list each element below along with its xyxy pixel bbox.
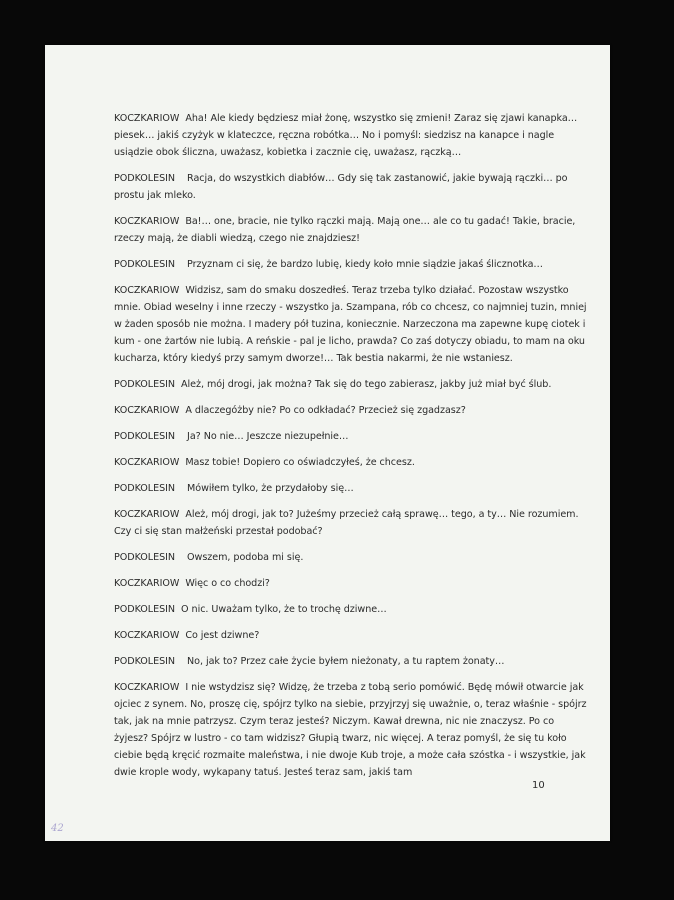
- dialogue-text: [114, 110, 589, 790]
- line-text: Przyznam ci się, że bardzo lubię, kiedy koło mnie siądzie jakaś ślicznotka…: [187, 259, 543, 270]
- dialogue-line: [114, 575, 589, 592]
- speaker-name: KOCZKARIOW: [114, 216, 180, 227]
- speaker-name: PODKOLESIN: [114, 604, 176, 615]
- speaker-name: PODKOLESIN: [114, 379, 176, 390]
- speaker-name: KOCZKARIOW: [114, 682, 180, 693]
- dialogue-line: [114, 506, 589, 540]
- dialogue-line: [114, 627, 589, 644]
- dialogue-line: [114, 601, 589, 618]
- dialogue-line: [114, 480, 589, 497]
- line-text: Mówiłem tylko, że przydałoby się…: [187, 483, 354, 494]
- speaker-name: KOCZKARIOW: [114, 113, 180, 124]
- line-text: Masz tobie! Dopiero co oświadczyłeś, że chcesz.: [185, 457, 415, 468]
- dialogue-line: [114, 282, 589, 367]
- dialogue-line: [114, 376, 589, 393]
- line-text: Ja? No nie… Jeszcze niezupełnie…: [187, 431, 349, 442]
- dialogue-line: [114, 428, 589, 445]
- line-text: O nic. Uważam tylko, że to trochę dziwne…: [181, 604, 387, 615]
- speaker-name: KOCZKARIOW: [114, 630, 180, 641]
- line-text: Ależ, mój drogi, jak można? Tak się do tego zabierasz, jakby już miał być ślub.: [181, 379, 552, 390]
- line-text: Co jest dziwne?: [185, 630, 260, 641]
- dialogue-line: [114, 170, 589, 204]
- speaker-name: PODKOLESIN: [114, 431, 176, 442]
- line-text: Widzisz, sam do smaku doszedłeś. Teraz trzeba tylko działać. Pozostaw wszystko mnie. Obiad weselny i inne rzeczy - wszystko ja. Szampana, rób co chcesz, co najmniej tuzin, mniej w żaden sposób nie można. I madery pół tuzina, koniecznie. Narzeczona ma zapewne kupę ciotek i kum - one żartów nie lubią. A reńskie - pal je licho, prawda? Co zaś dotyczy obiadu, to mam na oku kucharza, który kiedyś przy samym dworze!… Tak bestia nakarmi, że nie wstaniesz.: [114, 285, 587, 364]
- line-text: Ależ, mój drogi, jak to? Jużeśmy przecież całą sprawę… tego, a ty… Nie rozumiem. Czy ci się stan małżeński przestał podobać?: [114, 509, 579, 537]
- speaker-name: PODKOLESIN: [114, 259, 176, 270]
- dialogue-line: [114, 454, 589, 471]
- dialogue-line: [114, 213, 589, 247]
- dialogue-line: [114, 653, 589, 670]
- dialogue-line: [114, 256, 589, 273]
- line-text: Owszem, podoba mi się.: [187, 552, 304, 563]
- line-text: Ba!… one, bracie, nie tylko rączki mają. Mają one… ale co tu gadać! Takie, bracie, rzeczy mają, że diabli wiedzą, czego nie znajdziesz!: [114, 216, 576, 244]
- speaker-name: PODKOLESIN: [114, 656, 176, 667]
- speaker-name: PODKOLESIN: [114, 483, 176, 494]
- line-text: Racja, do wszystkich diabłów… Gdy się tak zastanowić, jakie bywają rączki… po prostu jak mleko.: [114, 173, 568, 201]
- speaker-name: PODKOLESIN: [114, 552, 176, 563]
- page-number: 10: [532, 780, 545, 791]
- dialogue-line: [114, 402, 589, 419]
- speaker-name: PODKOLESIN: [114, 173, 176, 184]
- dialogue-line: [114, 679, 589, 781]
- speaker-name: KOCZKARIOW: [114, 509, 180, 520]
- speaker-name: KOCZKARIOW: [114, 457, 180, 468]
- line-text: No, jak to? Przez całe życie byłem nieżonaty, a tu raptem żonaty…: [187, 656, 505, 667]
- document-page: [45, 45, 610, 841]
- handwritten-page-mark: 42: [51, 823, 64, 834]
- dialogue-line: [114, 549, 589, 566]
- line-text: Aha! Ale kiedy będziesz miał żonę, wszystko się zmieni! Zaraz się zjawi kanapka… piesek… jakiś czyżyk w klateczce, ręczna robótka… No i pomyśl: siedzisz na kanapce i nagle usiądzie obok śliczna, uważasz, kobietka i zacznie cię, uważasz, rączką…: [114, 113, 578, 158]
- line-text: Więc o co chodzi?: [185, 578, 270, 589]
- speaker-name: KOCZKARIOW: [114, 578, 180, 589]
- line-text: A dlaczegóżby nie? Po co odkładać? Przecież się zgadzasz?: [185, 405, 466, 416]
- speaker-name: KOCZKARIOW: [114, 405, 180, 416]
- line-text: I nie wstydzisz się? Widzę, że trzeba z tobą serio pomówić. Będę mówił otwarcie jak ojciec z synem. No, proszę cię, spójrz tylko na siebie, przyjrzyj się uważnie, o, teraz właśnie - spójrz tak, jak na mnie patrzysz. Czym teraz jesteś? Niczym. Kawał drewna, nic nie znaczysz. Po co żyjesz? Spójrz w lustro - co tam widzisz? Głupią twarz, nic więcej. A teraz pomyśl, że się tu koło ciebie będą kręcić rozmaite maleństwa, i nie dwoje Kub troje, a może cała szóstka - i wszystkie, jak dwie krople wody, wykapany tatuś. Jesteś teraz sam, jakiś tam: [114, 682, 587, 778]
- speaker-name: KOCZKARIOW: [114, 285, 180, 296]
- dialogue-line: [114, 110, 589, 161]
